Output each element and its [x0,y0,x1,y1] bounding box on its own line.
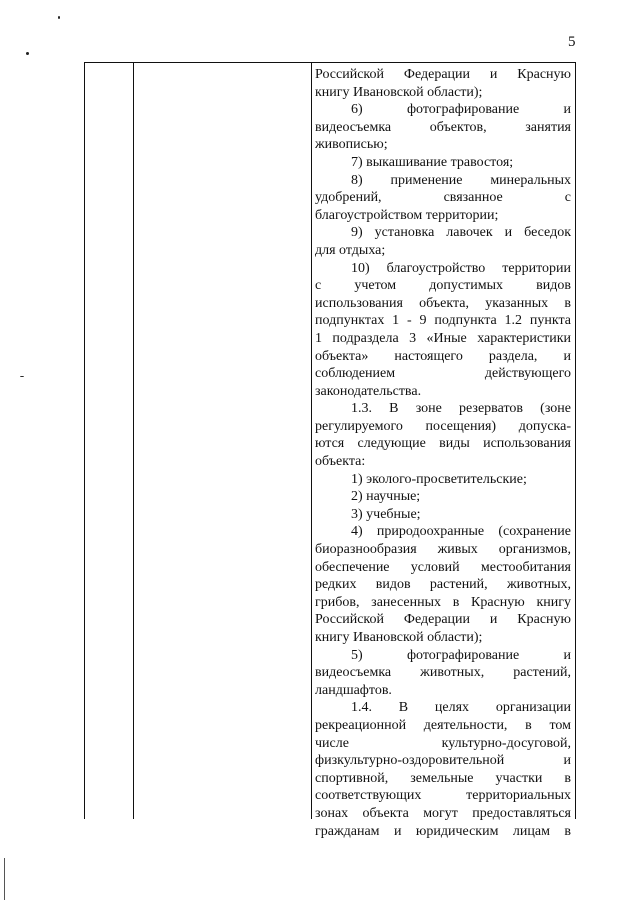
text-line: книгу Ивановской области); [315,84,483,100]
text-line: подпунктах 1 - 9 подпункта 1.2 пункта [315,313,571,329]
table-column-divider [133,63,134,819]
text-line: обеспечение условий местообитания [315,559,571,575]
scan-edge-mark [4,858,5,900]
text-line: соответствующих территориальных [315,788,571,804]
text-line: объекта» настоящего раздела, и [315,348,571,364]
text-line: 5) фотографирование и [351,647,571,663]
text-line: ландшафтов. [315,682,392,698]
text-line: видеосъемка объектов, занятия [315,119,571,135]
text-line: 1) эколого-просветительские; [351,471,527,487]
scan-speck [20,376,24,377]
text-line: 9) установка лавочек и беседок [351,225,571,241]
scan-speck [26,52,29,55]
text-line: редких видов растений, животных, [315,577,571,593]
text-line: числе культурно-досуговой, [315,735,571,751]
text-line: 1.4. В целях организации [351,700,571,716]
text-line: видеосъемка животных, растений, [315,665,571,681]
text-line: 6) фотографирование и [351,102,571,118]
text-line: удобрений, связанное с [315,190,571,206]
text-line: объекта: [315,454,366,470]
text-line: физкультурно-оздоровительной и [315,753,571,769]
text-line: спортивной, земельные участки в [315,770,571,786]
text-line: ются следующие виды использования [315,436,571,452]
text-line: для отдыха; [315,242,386,258]
text-line: законодательства. [315,383,422,399]
text-line: 10) благоустройство территории [351,260,571,276]
text-line: 1.3. В зоне резерватов (зоне [351,401,571,417]
text-line: 3) учебные; [351,506,421,522]
text-line: книгу Ивановской области); [315,630,483,645]
text-line: использования объекта, указанных в [315,295,571,311]
text-line: 2) научные; [351,489,421,505]
text-line: соблюдением действующего [315,366,571,382]
text-line: с учетом допустимых видов [315,278,571,294]
text-line: живописью; [315,137,388,153]
text-line: рекреационной деятельности, в том [315,717,571,733]
text-line: 4) природоохранные (сохранение [351,524,571,540]
text-line: благоустройством территории; [315,207,499,223]
text-line: гражданам и юридическим лицам в [315,823,571,839]
text-line: зонах объекта могут предоставляться [315,805,571,821]
text-line: Российской Федерации и Красную [315,67,571,82]
text-line: Российской Федерации и Красную [315,612,571,628]
text-line: 8) применение минеральных [351,172,571,188]
table-text-cell [315,66,571,840]
text-line: биоразнообразия живых организмов, [315,542,571,558]
scan-speck [58,16,60,19]
text-line: регулируемого посещения) допуска- [315,418,571,434]
text-line: грибов, занесенных в Красную книгу [315,594,571,610]
page-number: 5 [568,34,576,50]
document-table [84,62,576,839]
text-line: 1 подраздела 3 «Иные характеристики [315,330,571,346]
table-column-divider [311,63,312,819]
text-line: 7) выкашивание травостоя; [351,154,514,170]
